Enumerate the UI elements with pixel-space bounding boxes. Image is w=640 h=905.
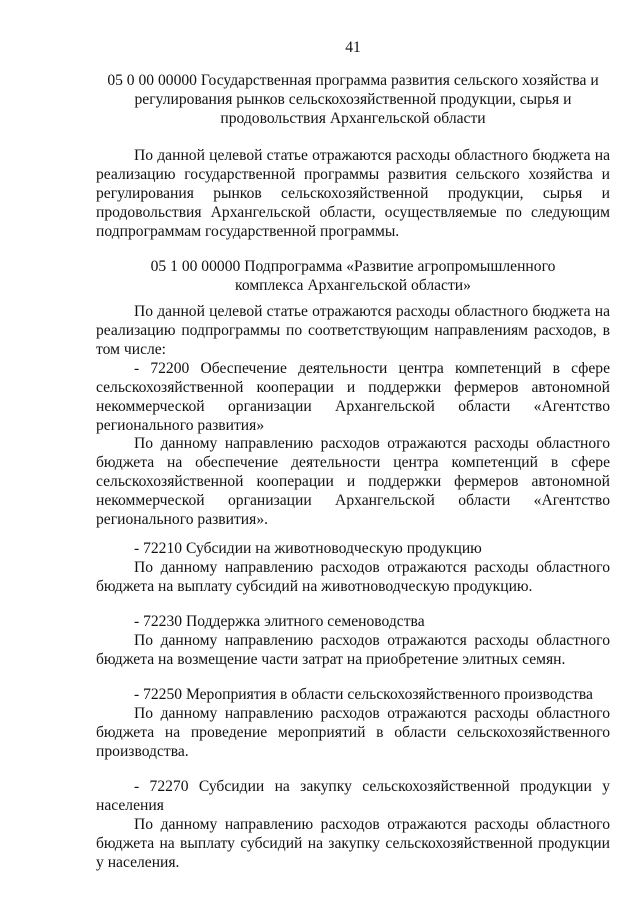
subprogram-heading-line-2: комплекса Архангельской области» <box>235 276 471 294</box>
item-72210-text: По данному направлению расходов отражаются расходы областного бюджета на выплату субсидий на животноводческую продукцию. <box>96 559 610 595</box>
item-72200-text: По данному направлению расходов отражаются расходы областного бюджета на обеспечение деятельности центра компетенций в сфере сельскохозяйственной кооперации и поддержки фермеров автономной некоммерческой организации Архангельской области «Агентство регионального развития». <box>96 435 610 528</box>
subprogram-heading-line-1: 05 1 00 00000 Подпрограмма «Развитие агропромышленного <box>150 258 556 275</box>
program-description: По данной целевой статье отражаются расходы областного бюджета на реализацию государственной программы развития сельского хозяйства и регулирования рынков сельскохозяйственной продукции, сырья и продовольствия Архангельской области, осуществляемые по следующим подпрограммам государственной программы. <box>96 147 610 240</box>
program-heading-line-3: продовольствия Архангельской области <box>220 109 486 127</box>
item-72270-title: - 72270 Субсидии на закупку сельскохозяйственной продукции у населения <box>96 778 610 814</box>
item-72230-title: - 72230 Поддержка элитного семеноводства <box>134 613 425 630</box>
item-72200-title: - 72200 Обеспечение деятельности центра компетенций в сфере сельскохозяйственной кооперации и поддержки фермеров автономной некоммерческой организации Архангельской области «Агентство регионального развития» <box>96 360 610 434</box>
item-72230-text: По данному направлению расходов отражаются расходы областного бюджета на возмещение части затрат на приобретение элитных семян. <box>96 632 610 668</box>
program-heading-line-1: 05 0 00 00000 Государственная программа развития сельского хозяйства и <box>107 72 599 89</box>
item-72270-text: По данному направлению расходов отражаются расходы областного бюджета на выплату субсидий на закупку сельскохозяйственной продукции у населения. <box>96 816 610 871</box>
item-72250-text: По данному направлению расходов отражаются расходы областного бюджета на проведение мероприятий в области сельскохозяйственного производства. <box>96 705 610 760</box>
item-72250-title: - 72250 Мероприятия в области сельскохозяйственного производства <box>134 686 593 703</box>
subprogram-description: По данной целевой статье отражаются расходы областного бюджета на реализацию подпрограммы по соответствующим направлениям расходов, в том числе: <box>96 303 610 358</box>
item-72210-title: - 72210 Субсидии на животноводческую продукцию <box>134 540 482 557</box>
subprogram-heading <box>96 258 610 296</box>
program-heading <box>96 72 610 129</box>
document-page <box>96 0 610 905</box>
program-heading-line-2: регулирования рынков сельскохозяйственной продукции, сырья и <box>134 90 572 108</box>
page-number: 41 <box>345 39 361 56</box>
